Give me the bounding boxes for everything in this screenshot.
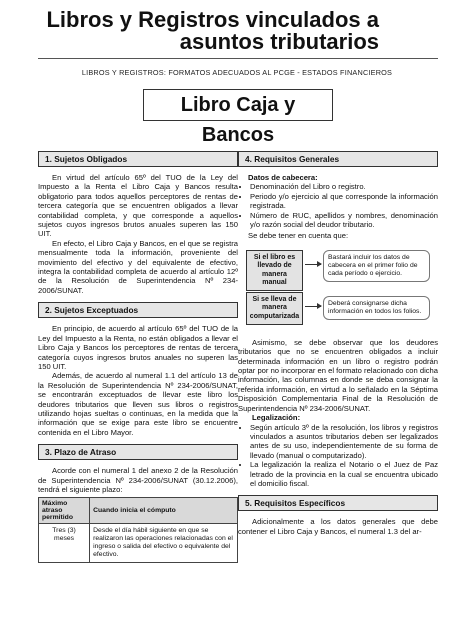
legalizacion-label: Legalización: bbox=[252, 413, 301, 423]
tener-en-cuenta-text: Se debe tener en cuenta que: bbox=[248, 231, 349, 241]
datos-cabecera-label: Datos de cabecera: bbox=[248, 173, 318, 182]
header-rule bbox=[38, 58, 438, 59]
section-3-heading: 3. Plazo de Atraso bbox=[38, 444, 238, 460]
header-subtitle: LIBROS Y REGISTROS: FORMATOS ADECUADOS AL PCGE - ESTADOS FINANCIEROS bbox=[81, 68, 393, 77]
section-2-paragraph-1: En principio, de acuerdo al artículo 65º del TUO de la Ley del Impuesto a la Renta, no están obligados a llevar el Libro Caja y Bancos los perceptores de rentas de tercera categoría cuyos ingresos brutos anuales no superen las 150 UIT. bbox=[38, 324, 238, 371]
header-title-line2: asuntos tributarios bbox=[179, 29, 379, 54]
section-5-heading: 5. Requisitos Específicos bbox=[238, 495, 438, 511]
table-header-cell: Cuando inicia el cómputo bbox=[90, 498, 238, 524]
section-2-paragraph-2: Además, de acuerdo al numeral 1.1 del artículo 13 de la Resolución de Superintendencia Nº 234-2006/SUNAT, se encontrarán exceptuados de llevar este libro los deudores tributarios que lleven sus libros o registros utilizando hojas sueltas o continuas, en la medida que la información que se exige para este libro se encuentre contenida en el Libro Mayor. bbox=[38, 371, 238, 437]
diagram-note-manual: Bastará incluir los datos de cabecera en el primer folio de cada período o ejercicio. bbox=[323, 250, 430, 283]
diagram-arrow-icon bbox=[305, 306, 321, 307]
section-1-heading: 1. Sujetos Obligados bbox=[38, 151, 238, 167]
registro-diagram bbox=[238, 246, 438, 332]
diagram-arrow-icon bbox=[305, 264, 321, 265]
diagram-note-computarizada: Deberá consignarse dicha información en todos los folios. bbox=[323, 296, 430, 320]
table-cell: Tres (3) meses bbox=[39, 524, 90, 563]
section-3-paragraph-1: Acorde con el numeral 1 del anexo 2 de la Resolución de Superintendencia Nº 234-2006/SUNAT (30.12.2006), tendrá el siguiente plazo: bbox=[38, 466, 238, 494]
list-item: • La legalización la realiza el Notario o el Juez de Paz letrado de la provincia en la cual se encuentra ubicado el domicilio fiscal. bbox=[250, 460, 438, 488]
table-cell: Desde el día hábil siguiente en que se realizaron las operaciones relacionadas con el ingreso o salida del efectivo o equivalente del efectivo. bbox=[90, 524, 238, 563]
list-item: • Denominación del Libro o registro. bbox=[250, 182, 438, 191]
section-2-heading: 2. Sujetos Exceptuados bbox=[38, 302, 238, 318]
list-item: • Periodo y/o ejercicio al que corresponde la información registrada. bbox=[250, 192, 438, 211]
table-header-cell: Máximo atraso permitido bbox=[39, 498, 90, 524]
right-column bbox=[238, 151, 438, 536]
legalizacion-list bbox=[238, 423, 438, 489]
plazo-table bbox=[38, 497, 238, 563]
asimismo-paragraph: Asimismo, se debe observar que los deudores tributarios que no se encuentren obligados a incluir determinada información en un libro o registro podrán optar por no incorporar en el formato relacionado con dicha información, las columnas en donde se deba consignar la referida información, en virtud a lo señalado en la Séptima Disposición Complementaria Final de la Resolución de Superintendencia Nº 234-2006/SUNAT. bbox=[238, 337, 438, 413]
section-4-heading: 4. Requisitos Generales bbox=[238, 151, 438, 167]
left-column bbox=[38, 151, 238, 563]
list-item: • Según artículo 3º de la resolución, los libros y registros vinculados a asuntos tributarios deben ser legalizados antes de su uso, independientemente de su forma de llevado (manual o computarizado). bbox=[250, 423, 438, 461]
main-title: Libro Caja y Bancos bbox=[143, 89, 333, 121]
section-1-paragraph-1: En virtud del artículo 65º del TUO de la Ley del Impuesto a la Renta el Libro Caja y Bancos resulta obligatorio para todos aquellos perceptores de rentas de tercera categoría que se encuentren obligados a llevar contabilidad completa, y que corresponde a aquellos sujetos cuyos ingresos brutos anuales superen las 150 UIT. bbox=[38, 173, 238, 239]
diagram-box-computarizada: Si se lleva de manera computarizada bbox=[246, 292, 303, 325]
section-5-paragraph-1: Adicionalmente a los datos generales que debe contener el Libro Caja y Bancos, el numeral 1.3 del ar- bbox=[238, 517, 438, 536]
table-row bbox=[39, 524, 238, 563]
datos-cabecera-list bbox=[238, 182, 438, 229]
diagram-box-manual: Si el libro es llevado de manera manual bbox=[246, 250, 303, 292]
list-item: • Número de RUC, apellidos y nombres, denominación y/o razón social del deudor tributario. bbox=[250, 211, 438, 230]
header-title-line1: Libros y Registros vinculados a bbox=[46, 7, 379, 32]
section-1-paragraph-2: En efecto, el Libro Caja y Bancos, en el que se registra mensualmente toda la información, proveniente del movimiento del efectivo y del equivalente de efectivo, integra la contabilidad completa de acuerdo al artículo 12º de la Resolución de Superintendencia Nº 234-2006/SUNAT. bbox=[38, 238, 238, 295]
